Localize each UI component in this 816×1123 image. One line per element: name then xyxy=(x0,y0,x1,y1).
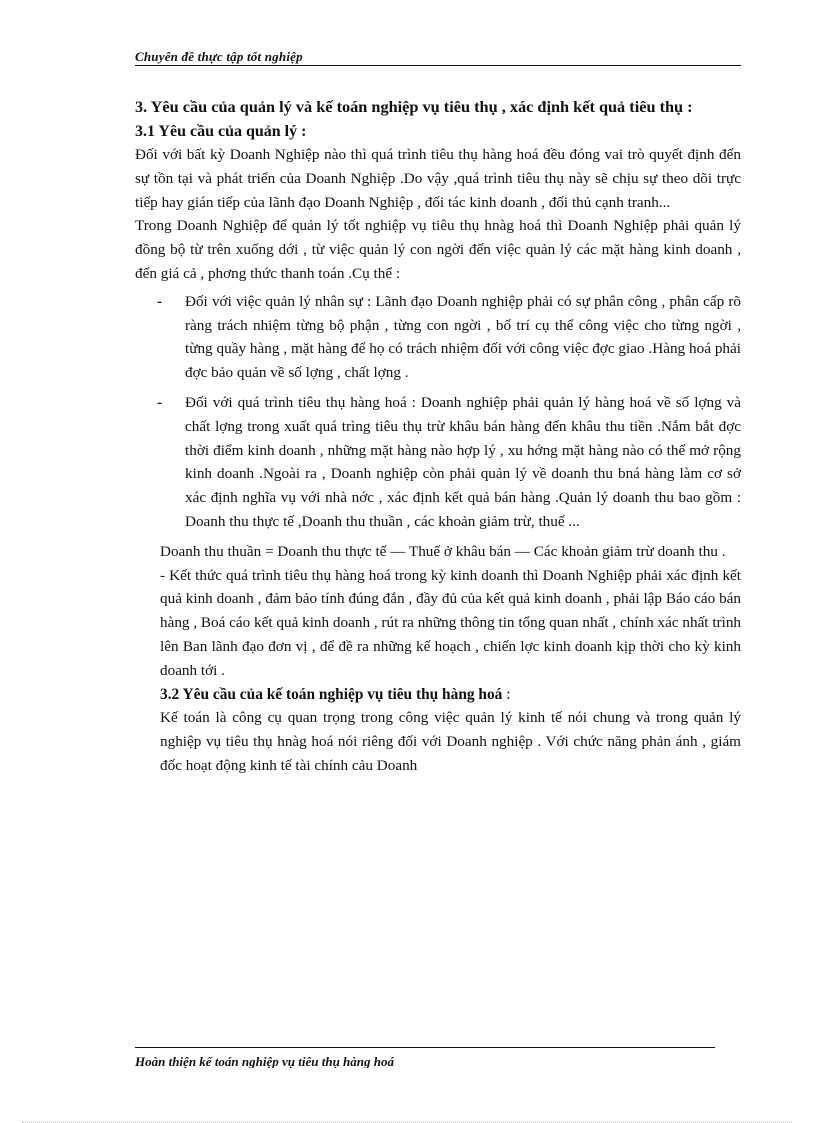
bullet-text: Đối với quá trình tiêu thụ hàng hoá : Doanh nghiệp phải quản lý hàng hoá về số lợng và chất lợng trong xuất quá trìng tiêu thụ trừ khâu bán hàng đến khâu thu tiền .Nắm bắt đợc thời điểm kinh doanh , những mặt hàng nào hợp lý , xu hớng mặt hàng nào có thể mở rộng kinh doanh .Ngoài ra , Doanh nghiệp còn phải quản lý về doanh thu bná hàng làm cơ sở xác định nghĩa vụ với nhà nớc , xác định kết quả bán hàng .Quản lý doanh thu bao gồm : Doanh thu thực tế ,Doanh thu thuần , các khoản giảm trừ, thuế ... xyxy=(185,393,741,530)
bullet-text: Đối với việc quản lý nhân sự : Lãnh đạo Doanh nghiệp phải có sự phân công , phân cấp rõ ràng trách nhiệm từng bộ phận , từng con ngời , bố trí cụ thể công việc cho từng ngời , từng quầy hàng , mặt hàng để họ có trách nhiệm đối với công việc đợc giao .Hàng hoá phải đợc bảo quản về số lợng , chất lợng . xyxy=(185,292,741,382)
paragraph-1: Đối với bất kỳ Doanh Nghiệp nào thì quá trình tiêu thụ hàng hoá đều đóng vai trò quyết định đến sự tồn tại và phát triển của Doanh Nghiệp .Do vậy ,quá trình tiêu thụ này sẽ chịu sự theo dõi trực tiếp hay gián tiếp của lãnh đạo Doanh Nghiệp , đối tác kinh doanh , đối thủ cạnh tranh... xyxy=(135,146,741,211)
list-item xyxy=(135,391,741,534)
body-text xyxy=(135,95,741,777)
bullet-list xyxy=(135,290,741,534)
section-3-2-suffix: : xyxy=(502,685,511,703)
bullet-dash: - xyxy=(157,393,163,411)
paragraph-3: - Kết thức quá trình tiêu thụ hàng hoá trong kỳ kinh doanh thì Doanh Nghiệp phải xác định kết quả kinh doanh , đảm bảo tính đúng đắn , đầy đủ của kết quả kinh doanh , phải lập Báo cáo bán hàng , Boá cáo kết quả kinh doanh , rút ra những thông tin tổng quan nhất , chính xác nhất trình lên Ban lãnh đạo đơn vị , để đề ra những kế hoạch , chiến lợc kinh doanh kịp thời cho kỳ kinh doanh tới . xyxy=(160,566,742,679)
paragraph-4: Kế toán là công cụ quan trọng trong công việc quản lý kinh tế nói chung và trong quản lý nghiệp vụ tiêu thụ hnàg hoá nói riêng đối với Doanh nghiệp . Với chức năng phản ánh , giám đốc hoạt động kinh tế tài chính cảu Doanh xyxy=(160,709,741,774)
list-item xyxy=(135,290,741,385)
section-3-2-title: 3.2 Yêu cầu của kế toán nghiệp vụ tiêu thụ hàng hoá xyxy=(160,685,503,703)
running-header: Chuyên đề thực tập tốt nghiệp xyxy=(135,50,741,66)
section-3-heading: 3. Yêu cầu của quản lý và kế toán nghiệp vụ tiêu thụ , xác định kết quả tiêu thụ : xyxy=(135,97,693,116)
section-3-1-heading: 3.1 Yêu cầu của quản lý : xyxy=(135,122,307,140)
section-3-2-heading xyxy=(135,683,741,707)
bullet-dash: - xyxy=(157,292,163,310)
formula-line: Doanh thu thuần = Doanh thu thực tế — Thuế ở khâu bán — Các khoản giảm trừ doanh thu . xyxy=(160,542,726,560)
paragraph-2: Trong Doanh Nghiệp để quản lý tốt nghiệp vụ tiêu thụ hnàg hoá thì Doanh Nghiệp phải quản lý đồng bộ từ trên xuống dới , từ việc quản lý con ngời đến việc quản lý các mặt hàng kinh doanh , đến giá cả , phơng thức thanh toán .Cụ thể : xyxy=(135,217,741,282)
running-footer: Hoàn thiện kế toán nghiệp vụ tiêu thụ hàng hoá xyxy=(135,1047,715,1068)
